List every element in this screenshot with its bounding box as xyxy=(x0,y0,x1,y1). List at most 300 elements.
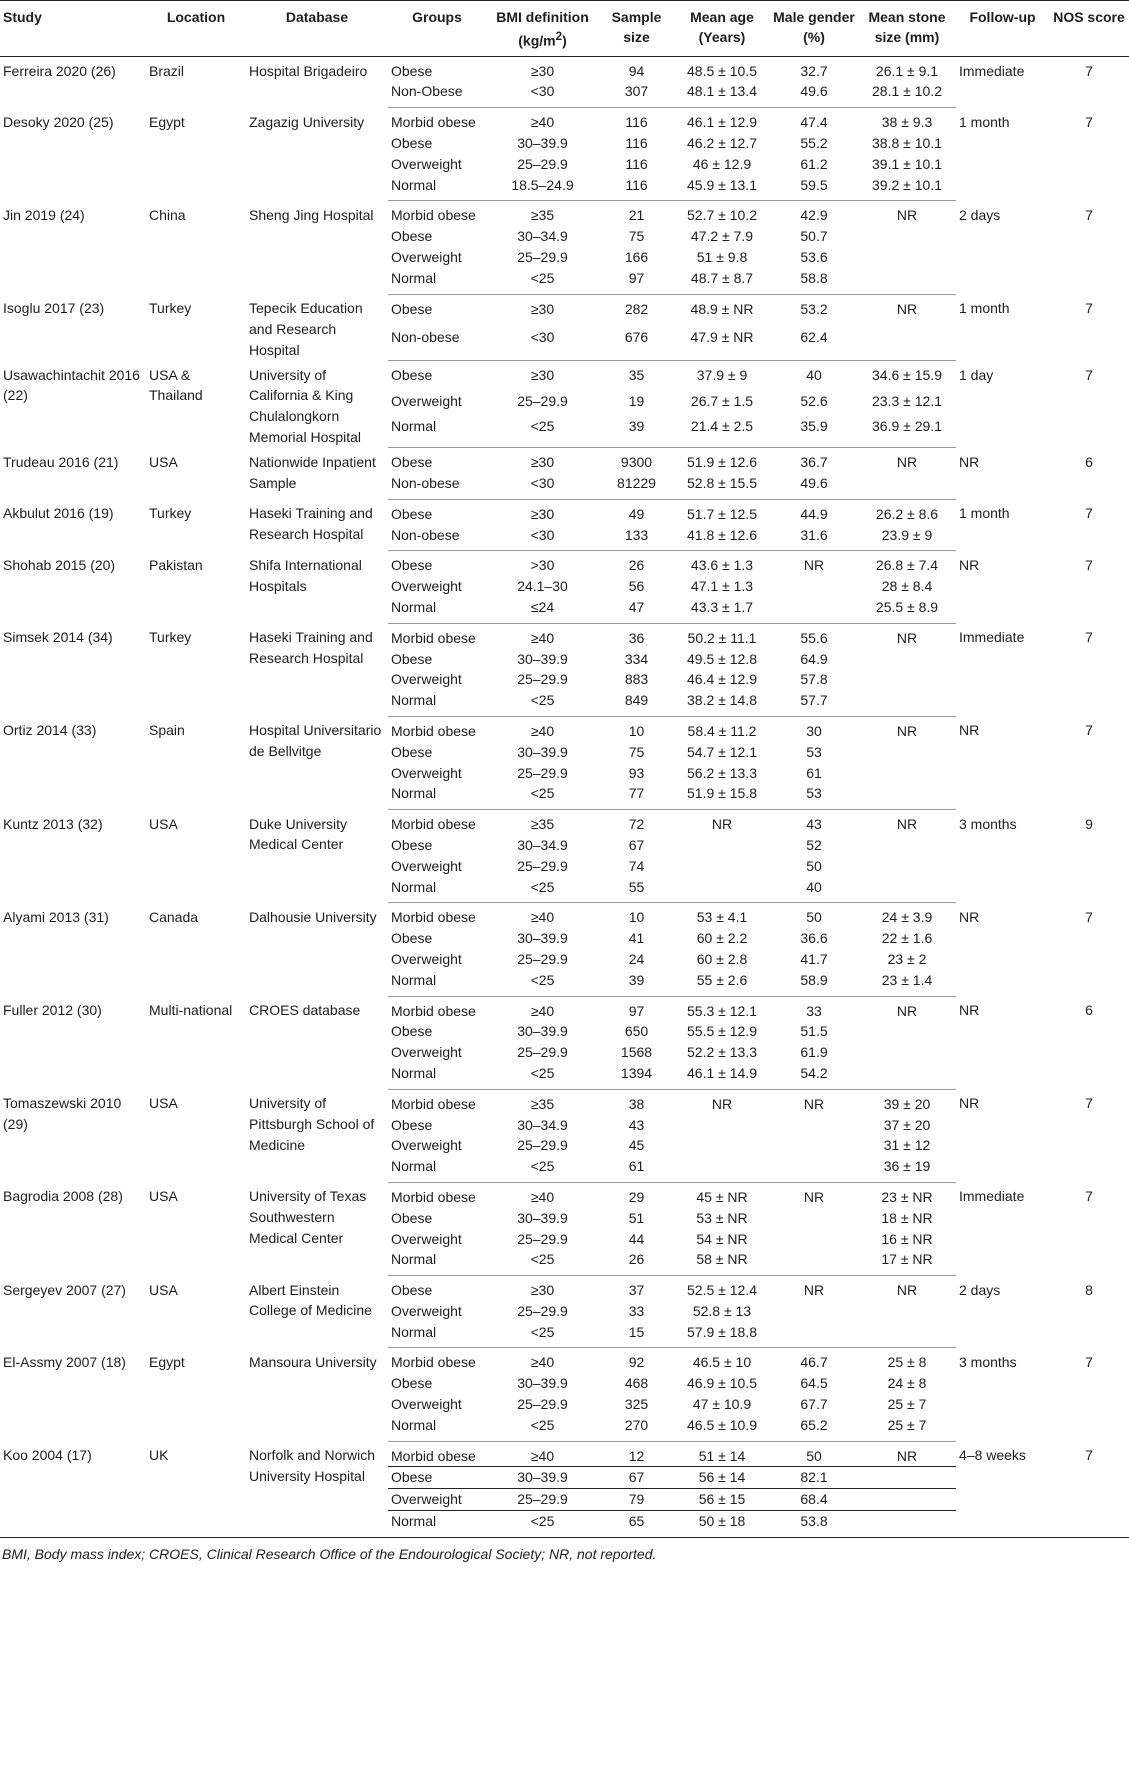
mean-stone-size-cell: 28 ± 8.4 xyxy=(881,578,933,595)
database-cell: Zagazig University xyxy=(249,113,365,130)
study-name-cell: Desoky 2020 (25) xyxy=(3,113,114,130)
location-cell: Egypt xyxy=(149,113,185,130)
location-cell: USA xyxy=(149,815,178,832)
header-bmi-line1: BMI definition xyxy=(496,9,589,25)
sample-size-cell: 94 xyxy=(628,62,645,79)
header-bmi-close: ) xyxy=(562,32,567,49)
male-gender-cell: NR xyxy=(803,1095,825,1112)
bmi-definition-cell: 30–34.9 xyxy=(517,836,568,853)
follow-up-cell: Immediate xyxy=(959,1188,1025,1205)
male-gender-cell: 36.6 xyxy=(800,930,828,947)
mean-age-cell: 51.9 ± 15.8 xyxy=(674,783,770,809)
mean-age-cell xyxy=(674,1115,770,1136)
sample-size-cell: 10 xyxy=(628,909,645,926)
mean-age-cell: 52.5 ± 12.4 xyxy=(687,1282,757,1299)
group-cell: Overweight xyxy=(391,764,462,781)
bmi-definition-cell: 30–39.9 xyxy=(486,1467,599,1489)
database-cell: CROES database xyxy=(249,1002,361,1019)
mean-age-cell: 46.2 ± 12.7 xyxy=(687,135,757,152)
group-cell: Normal xyxy=(388,690,486,716)
sample-size-cell: 55 xyxy=(599,877,674,903)
mean-stone-size-cell: NR xyxy=(896,207,918,224)
group-cell: Normal xyxy=(388,268,486,294)
mean-stone-size-cell: 17 ± NR xyxy=(858,1249,956,1275)
table-row xyxy=(0,201,1129,226)
mean-age-cell: 54.7 ± 12.1 xyxy=(687,743,757,760)
group-cell: Normal xyxy=(388,1511,486,1538)
mean-age-cell: 60 ± 2.2 xyxy=(696,930,748,947)
group-cell: Overweight xyxy=(391,155,462,172)
study-name-cell: Bagrodia 2008 (28) xyxy=(3,1188,123,1205)
bmi-definition-cell: ≥40 xyxy=(530,1188,555,1205)
study-name-cell: Isoglu 2017 (23) xyxy=(3,300,105,317)
mean-stone-size-cell xyxy=(858,226,956,247)
male-gender-cell: 57.8 xyxy=(800,671,828,688)
database-cell: Norfolk and Norwich University Hospital xyxy=(246,1441,388,1537)
mean-stone-size-cell: 38.8 ± 10.1 xyxy=(872,135,942,152)
location-cell: Spain xyxy=(149,722,185,739)
sample-size-cell: 36 xyxy=(628,629,645,646)
bmi-definition-cell: <25 xyxy=(486,1415,599,1441)
group-cell: Overweight xyxy=(391,392,462,409)
header-follow-up: Follow-up xyxy=(956,1,1049,57)
mean-stone-size-cell: 36.9 ± 29.1 xyxy=(858,416,956,448)
male-gender-cell: 40 xyxy=(770,877,858,903)
follow-up-cell: 1 day xyxy=(959,366,994,383)
database-cell: Mansoura University xyxy=(249,1353,377,1370)
header-sample-size: Sample size xyxy=(599,1,674,57)
mean-stone-size-cell: 39.1 ± 10.1 xyxy=(872,155,942,172)
nos-score-cell: 7 xyxy=(1085,113,1093,130)
mean-stone-size-cell xyxy=(858,1021,956,1042)
follow-up-cell: 1 month xyxy=(959,113,1010,130)
bmi-definition-cell: 25–29.9 xyxy=(517,1044,568,1061)
header-nos-score: NOS score xyxy=(1049,1,1129,57)
sample-size-cell: 43 xyxy=(628,1116,645,1133)
header-mean-age: Mean age (Years) xyxy=(674,1,770,57)
header-database: Database xyxy=(246,1,388,57)
table-row xyxy=(0,1441,1129,1467)
bmi-definition-cell: ≥35 xyxy=(530,207,555,224)
sample-size-cell: 29 xyxy=(628,1188,645,1205)
mean-age-cell: 56 ± 14 xyxy=(674,1467,770,1489)
group-cell: Obese xyxy=(391,1023,433,1040)
male-gender-cell: 52.6 xyxy=(800,392,828,409)
table-row xyxy=(0,1276,1129,1301)
bmi-definition-cell: 25–29.9 xyxy=(517,155,568,172)
sample-size-cell: 1394 xyxy=(599,1063,674,1089)
bmi-definition-cell: ≥35 xyxy=(530,1095,555,1112)
table-row xyxy=(0,499,1129,524)
male-gender-cell: 36.7 xyxy=(800,454,828,471)
mean-age-cell: NR xyxy=(711,816,733,833)
bmi-definition-cell: <25 xyxy=(486,783,599,809)
group-cell: Obese xyxy=(391,743,433,760)
nos-score-cell: 7 xyxy=(1049,1441,1129,1537)
mean-stone-size-cell: NR xyxy=(896,816,918,833)
sample-size-cell: 77 xyxy=(599,783,674,809)
sample-size-cell: 15 xyxy=(599,1322,674,1348)
sample-size-cell: 61 xyxy=(599,1156,674,1182)
male-gender-cell: 55.2 xyxy=(800,135,828,152)
nos-score-cell: 7 xyxy=(1085,1353,1093,1370)
mean-stone-size-cell: NR xyxy=(858,1441,956,1467)
group-cell: Normal xyxy=(388,1063,486,1089)
sample-size-cell: 116 xyxy=(625,155,648,172)
mean-stone-size-cell: 23 ± 1.4 xyxy=(858,970,956,996)
nos-score-cell: 7 xyxy=(1085,300,1093,317)
male-gender-cell: 64.9 xyxy=(800,650,828,667)
location-cell: Egypt xyxy=(149,1353,185,1370)
mean-stone-size-cell: 26.8 ± 7.4 xyxy=(875,557,939,574)
sample-size-cell: 44 xyxy=(628,1230,645,1247)
study-name-cell: Alyami 2013 (31) xyxy=(3,908,109,925)
sample-size-cell: 33 xyxy=(628,1302,645,1319)
mean-stone-size-cell xyxy=(858,763,956,784)
sample-size-cell: 1568 xyxy=(620,1044,653,1061)
bmi-definition-cell: ≥30 xyxy=(530,1282,555,1299)
group-cell: Overweight xyxy=(391,1044,462,1061)
group-cell: Non-obese xyxy=(388,473,486,499)
mean-age-cell xyxy=(674,835,770,856)
male-gender-cell: 33 xyxy=(806,1002,822,1019)
male-gender-cell: 50 xyxy=(806,857,822,874)
bmi-definition-cell: <25 xyxy=(486,1156,599,1182)
male-gender-cell xyxy=(770,1301,858,1322)
group-cell: Morbid obese xyxy=(391,909,476,926)
location-cell: Turkey xyxy=(149,505,192,522)
header-mean-stone-size: Mean stone size (mm) xyxy=(858,1,956,57)
group-cell: Normal xyxy=(388,416,486,448)
mean-age-cell: 46.1 ± 12.9 xyxy=(687,114,757,131)
bmi-definition-cell: 30–39.9 xyxy=(517,743,568,760)
location-cell: Turkey xyxy=(149,300,192,317)
sample-size-cell: 26 xyxy=(599,1249,674,1275)
sample-size-cell: 39 xyxy=(599,970,674,996)
group-cell: Overweight xyxy=(391,857,462,874)
group-cell: Morbid obese xyxy=(391,1095,476,1112)
male-gender-cell xyxy=(770,1135,858,1156)
mean-age-cell: 52.7 ± 10.2 xyxy=(687,207,757,224)
male-gender-cell xyxy=(770,1322,858,1348)
male-gender-cell: 52 xyxy=(806,836,822,853)
mean-age-cell: 37.9 ± 9 xyxy=(696,367,748,384)
mean-age-cell: 48.7 ± 8.7 xyxy=(674,268,770,294)
bmi-definition-cell: <30 xyxy=(486,327,599,361)
location-cell: Brazil xyxy=(149,62,185,79)
study-name-cell: Usawachintachit 2016 (22) xyxy=(3,366,140,404)
study-name-cell: Tomaszewski 2010 (29) xyxy=(3,1095,122,1133)
study-name-cell: Koo 2004 (17) xyxy=(0,1441,146,1537)
table-row xyxy=(0,56,1129,81)
group-cell: Morbid obese xyxy=(391,207,476,224)
header-row xyxy=(0,1,1129,57)
sample-size-cell: 51 xyxy=(628,1209,645,1226)
male-gender-cell: NR xyxy=(803,1282,825,1299)
mean-stone-size-cell: 25 ± 7 xyxy=(887,1396,927,1413)
nos-score-cell: 7 xyxy=(1085,366,1093,383)
mean-stone-size-cell xyxy=(858,1042,956,1063)
database-cell: Shifa International Hospitals xyxy=(249,556,362,594)
male-gender-cell: 50 xyxy=(806,909,822,926)
follow-up-cell: 3 months xyxy=(959,1353,1017,1370)
follow-up-cell: NR xyxy=(959,1002,980,1019)
mean-age-cell: 50.2 ± 11.1 xyxy=(687,629,757,646)
male-gender-cell: 59.5 xyxy=(770,175,858,201)
mean-age-cell: 48.5 ± 10.5 xyxy=(687,62,757,79)
mean-stone-size-cell xyxy=(858,268,956,294)
follow-up-cell: 2 days xyxy=(959,1281,1001,1298)
mean-age-cell: 53 ± 4.1 xyxy=(696,909,748,926)
table-row xyxy=(0,294,1129,327)
group-cell: Obese xyxy=(391,557,433,574)
group-cell: Obese xyxy=(391,1116,433,1133)
sample-size-cell: 676 xyxy=(599,327,674,361)
bmi-definition-cell: 30–34.9 xyxy=(517,1116,568,1133)
mean-stone-size-cell: 25.5 ± 8.9 xyxy=(858,597,956,623)
mean-age-cell: 58.4 ± 11.2 xyxy=(687,722,757,739)
group-cell: Overweight xyxy=(391,1396,462,1413)
sample-size-cell: 56 xyxy=(628,578,645,595)
bmi-definition-cell: 30–39.9 xyxy=(517,930,568,947)
group-cell: Normal xyxy=(388,1156,486,1182)
bmi-definition-cell: ≥30 xyxy=(530,454,555,471)
group-cell: Obese xyxy=(391,836,433,853)
bmi-definition-cell: ≥30 xyxy=(530,505,555,522)
male-gender-cell: 82.1 xyxy=(770,1467,858,1489)
mean-age-cell: 46 ± 12.9 xyxy=(692,155,752,172)
mean-age-cell: 47.2 ± 7.9 xyxy=(690,228,754,245)
table-row xyxy=(0,623,1129,648)
group-cell: Morbid obese xyxy=(391,1188,476,1205)
mean-stone-size-cell: 39.2 ± 10.1 xyxy=(858,175,956,201)
bmi-definition-cell: <25 xyxy=(486,877,599,903)
male-gender-cell: 41.7 xyxy=(800,950,828,967)
location-cell: USA & Thailand xyxy=(149,366,203,404)
sample-size-cell: 92 xyxy=(628,1354,645,1371)
male-gender-cell xyxy=(770,1115,858,1136)
sample-size-cell: 97 xyxy=(599,268,674,294)
group-cell: Non-obese xyxy=(388,327,486,361)
male-gender-cell: 31.6 xyxy=(770,525,858,551)
bmi-definition-cell: ≥40 xyxy=(530,1002,555,1019)
nos-score-cell: 7 xyxy=(1085,206,1093,223)
male-gender-cell: NR xyxy=(803,1188,825,1205)
male-gender-cell xyxy=(770,1249,858,1275)
sample-size-cell: 334 xyxy=(624,650,649,667)
male-gender-cell: 42.9 xyxy=(800,207,828,224)
header-bmi-sup: 2 xyxy=(555,30,563,43)
bmi-definition-cell: 30–39.9 xyxy=(517,135,568,152)
mean-age-cell: 55.3 ± 12.1 xyxy=(687,1002,757,1019)
bmi-definition-cell: 25–29.9 xyxy=(486,1489,599,1511)
location-cell: Multi-national xyxy=(149,1002,233,1019)
group-cell: Normal xyxy=(388,970,486,996)
mean-stone-size-cell: 36 ± 19 xyxy=(858,1156,956,1182)
group-cell: Overweight xyxy=(391,1230,462,1247)
mean-stone-size-cell: 23 ± 2 xyxy=(887,950,927,967)
male-gender-cell xyxy=(770,1208,858,1229)
mean-age-cell: 52.2 ± 13.3 xyxy=(687,1044,757,1061)
mean-stone-size-cell: 23.3 ± 12.1 xyxy=(872,392,942,409)
nos-score-cell: 7 xyxy=(1085,62,1093,79)
mean-age-cell: 57.9 ± 18.8 xyxy=(674,1322,770,1348)
sample-size-cell: 81229 xyxy=(599,473,674,499)
bmi-definition-cell: <25 xyxy=(486,416,599,448)
bmi-definition-cell: <30 xyxy=(486,473,599,499)
mean-age-cell: 53 ± NR xyxy=(696,1209,748,1226)
bmi-definition-cell: >30 xyxy=(530,557,555,574)
group-cell: Overweight xyxy=(391,671,462,688)
male-gender-cell xyxy=(770,1229,858,1250)
sample-size-cell: 849 xyxy=(599,690,674,716)
mean-stone-size-cell xyxy=(858,1063,956,1089)
sample-size-cell: 270 xyxy=(599,1415,674,1441)
sample-size-cell: 116 xyxy=(625,114,648,131)
mean-age-cell: 58 ± NR xyxy=(674,1249,770,1275)
mean-stone-size-cell: 18 ± NR xyxy=(881,1209,933,1226)
male-gender-cell: 61 xyxy=(806,764,822,781)
group-cell: Obese xyxy=(391,1209,433,1226)
nos-score-cell: 7 xyxy=(1085,1188,1093,1205)
mean-stone-size-cell xyxy=(858,649,956,670)
nos-score-cell: 6 xyxy=(1085,453,1093,470)
bmi-definition-cell: ≥40 xyxy=(530,1354,555,1371)
mean-stone-size-cell: 23.9 ± 9 xyxy=(858,525,956,551)
study-name-cell: Shohab 2015 (20) xyxy=(3,556,116,573)
male-gender-cell: 53 xyxy=(770,783,858,809)
follow-up-cell: 4–8 weeks xyxy=(956,1441,1049,1537)
bmi-definition-cell: ≥40 xyxy=(530,722,555,739)
database-cell: University of California & King Chulalongkorn Memorial Hospital xyxy=(249,366,362,445)
male-gender-cell: 32.7 xyxy=(800,62,828,79)
database-cell: Duke University Medical Center xyxy=(249,815,348,853)
database-cell: Hospital Brigadeiro xyxy=(249,62,368,79)
bmi-definition-cell: ≥40 xyxy=(530,114,555,131)
bmi-definition-cell: 25–29.9 xyxy=(517,950,568,967)
mean-age-cell: 49.5 ± 12.8 xyxy=(687,650,757,667)
group-cell: Overweight xyxy=(388,1489,486,1511)
mean-stone-size-cell: 31 ± 12 xyxy=(883,1137,931,1154)
follow-up-cell: Immediate xyxy=(959,629,1025,646)
sample-size-cell: 24 xyxy=(628,950,645,967)
mean-stone-size-cell: 16 ± NR xyxy=(881,1230,933,1247)
bmi-definition-cell: 25–29.9 xyxy=(517,1302,568,1319)
bmi-definition-cell: 18.5–24.9 xyxy=(486,175,599,201)
mean-stone-size-cell xyxy=(858,1511,956,1538)
group-cell: Obese xyxy=(391,1375,433,1392)
mean-stone-size-cell xyxy=(858,877,956,903)
nos-score-cell: 9 xyxy=(1085,815,1093,832)
bmi-definition-cell: 30–39.9 xyxy=(517,650,568,667)
male-gender-cell: 67.7 xyxy=(800,1396,828,1413)
sample-size-cell: 72 xyxy=(628,816,645,833)
mean-age-cell: 46.4 ± 12.9 xyxy=(687,671,757,688)
database-cell: Haseki Training and Research Hospital xyxy=(249,629,373,667)
mean-stone-size-cell xyxy=(858,856,956,877)
mean-age-cell: 47.9 ± NR xyxy=(674,327,770,361)
group-cell: Overweight xyxy=(391,950,462,967)
table-row xyxy=(0,448,1129,473)
location-cell: Canada xyxy=(149,908,199,925)
male-gender-cell: 47.4 xyxy=(800,114,828,131)
sample-size-cell: 650 xyxy=(624,1023,649,1040)
mean-age-cell: 51.7 ± 12.5 xyxy=(687,505,757,522)
table-row xyxy=(0,716,1129,741)
group-cell: Non-Obese xyxy=(388,81,486,107)
sample-size-cell: 133 xyxy=(599,525,674,551)
group-cell: Normal xyxy=(388,783,486,809)
mean-age-cell: 38.2 ± 14.8 xyxy=(674,690,770,716)
male-gender-cell: 46.7 xyxy=(800,1354,828,1371)
bmi-definition-cell: 30–39.9 xyxy=(517,1375,568,1392)
sample-size-cell: 49 xyxy=(628,505,645,522)
sample-size-cell: 35 xyxy=(628,367,645,384)
bmi-definition-cell: 30–39.9 xyxy=(517,1023,568,1040)
male-gender-cell: NR xyxy=(803,557,825,574)
mean-age-cell: 26.7 ± 1.5 xyxy=(690,392,754,409)
location-cell: USA xyxy=(149,1281,178,1298)
group-cell: Overweight xyxy=(391,1302,462,1319)
bmi-definition-cell: ≤24 xyxy=(486,597,599,623)
bmi-definition-cell: 25–29.9 xyxy=(517,249,568,266)
sample-size-cell: 75 xyxy=(628,228,645,245)
mean-stone-size-cell: 23 ± NR xyxy=(881,1188,933,1205)
mean-age-cell: 51 ± 14 xyxy=(674,1441,770,1467)
male-gender-cell: 49.6 xyxy=(770,81,858,107)
mean-stone-size-cell: NR xyxy=(896,722,918,739)
follow-up-cell: NR xyxy=(959,1095,980,1112)
male-gender-cell: 53 xyxy=(806,743,822,760)
location-cell: China xyxy=(149,206,186,223)
group-cell: Obese xyxy=(391,930,433,947)
group-cell: Normal xyxy=(388,1322,486,1348)
mean-age-cell: 45 ± NR xyxy=(696,1188,748,1205)
nos-score-cell: 7 xyxy=(1085,556,1093,573)
bmi-definition-cell: <25 xyxy=(486,1322,599,1348)
mean-age-cell: 41.8 ± 12.6 xyxy=(674,525,770,551)
mean-age-cell: 45.9 ± 13.1 xyxy=(674,175,770,201)
male-gender-cell: 58.8 xyxy=(770,268,858,294)
bmi-definition-cell: ≥40 xyxy=(530,909,555,926)
group-cell: Obese xyxy=(391,650,433,667)
group-cell: Morbid obese xyxy=(391,1354,476,1371)
male-gender-cell: 51.5 xyxy=(800,1023,828,1040)
mean-stone-size-cell xyxy=(858,1301,956,1322)
table-row xyxy=(0,810,1129,835)
group-cell: Normal xyxy=(388,597,486,623)
mean-stone-size-cell xyxy=(858,473,956,499)
table-footnote: BMI, Body mass index; CROES, Clinical Research Office of the Endourological Society; NR, not reported. xyxy=(2,1545,657,1562)
location-cell: Pakistan xyxy=(149,556,203,573)
bmi-definition-cell: 25–29.9 xyxy=(517,1230,568,1247)
mean-stone-size-cell: 39 ± 20 xyxy=(883,1095,931,1112)
sample-size-cell: 39 xyxy=(599,416,674,448)
table-row xyxy=(0,361,1129,391)
mean-age-cell: 47 ± 10.9 xyxy=(692,1396,752,1413)
bmi-definition-cell: <30 xyxy=(486,81,599,107)
mean-age-cell: 55.5 ± 12.9 xyxy=(687,1023,757,1040)
sample-size-cell: 37 xyxy=(628,1282,645,1299)
mean-stone-size-cell xyxy=(858,690,956,716)
location-cell: USA xyxy=(149,1188,178,1205)
mean-age-cell: 43.3 ± 1.7 xyxy=(674,597,770,623)
mean-stone-size-cell xyxy=(858,1322,956,1348)
male-gender-cell: 58.9 xyxy=(770,970,858,996)
mean-stone-size-cell: 25 ± 8 xyxy=(887,1354,927,1371)
study-name-cell: Fuller 2012 (30) xyxy=(3,1002,102,1019)
sample-size-cell: 75 xyxy=(628,743,645,760)
